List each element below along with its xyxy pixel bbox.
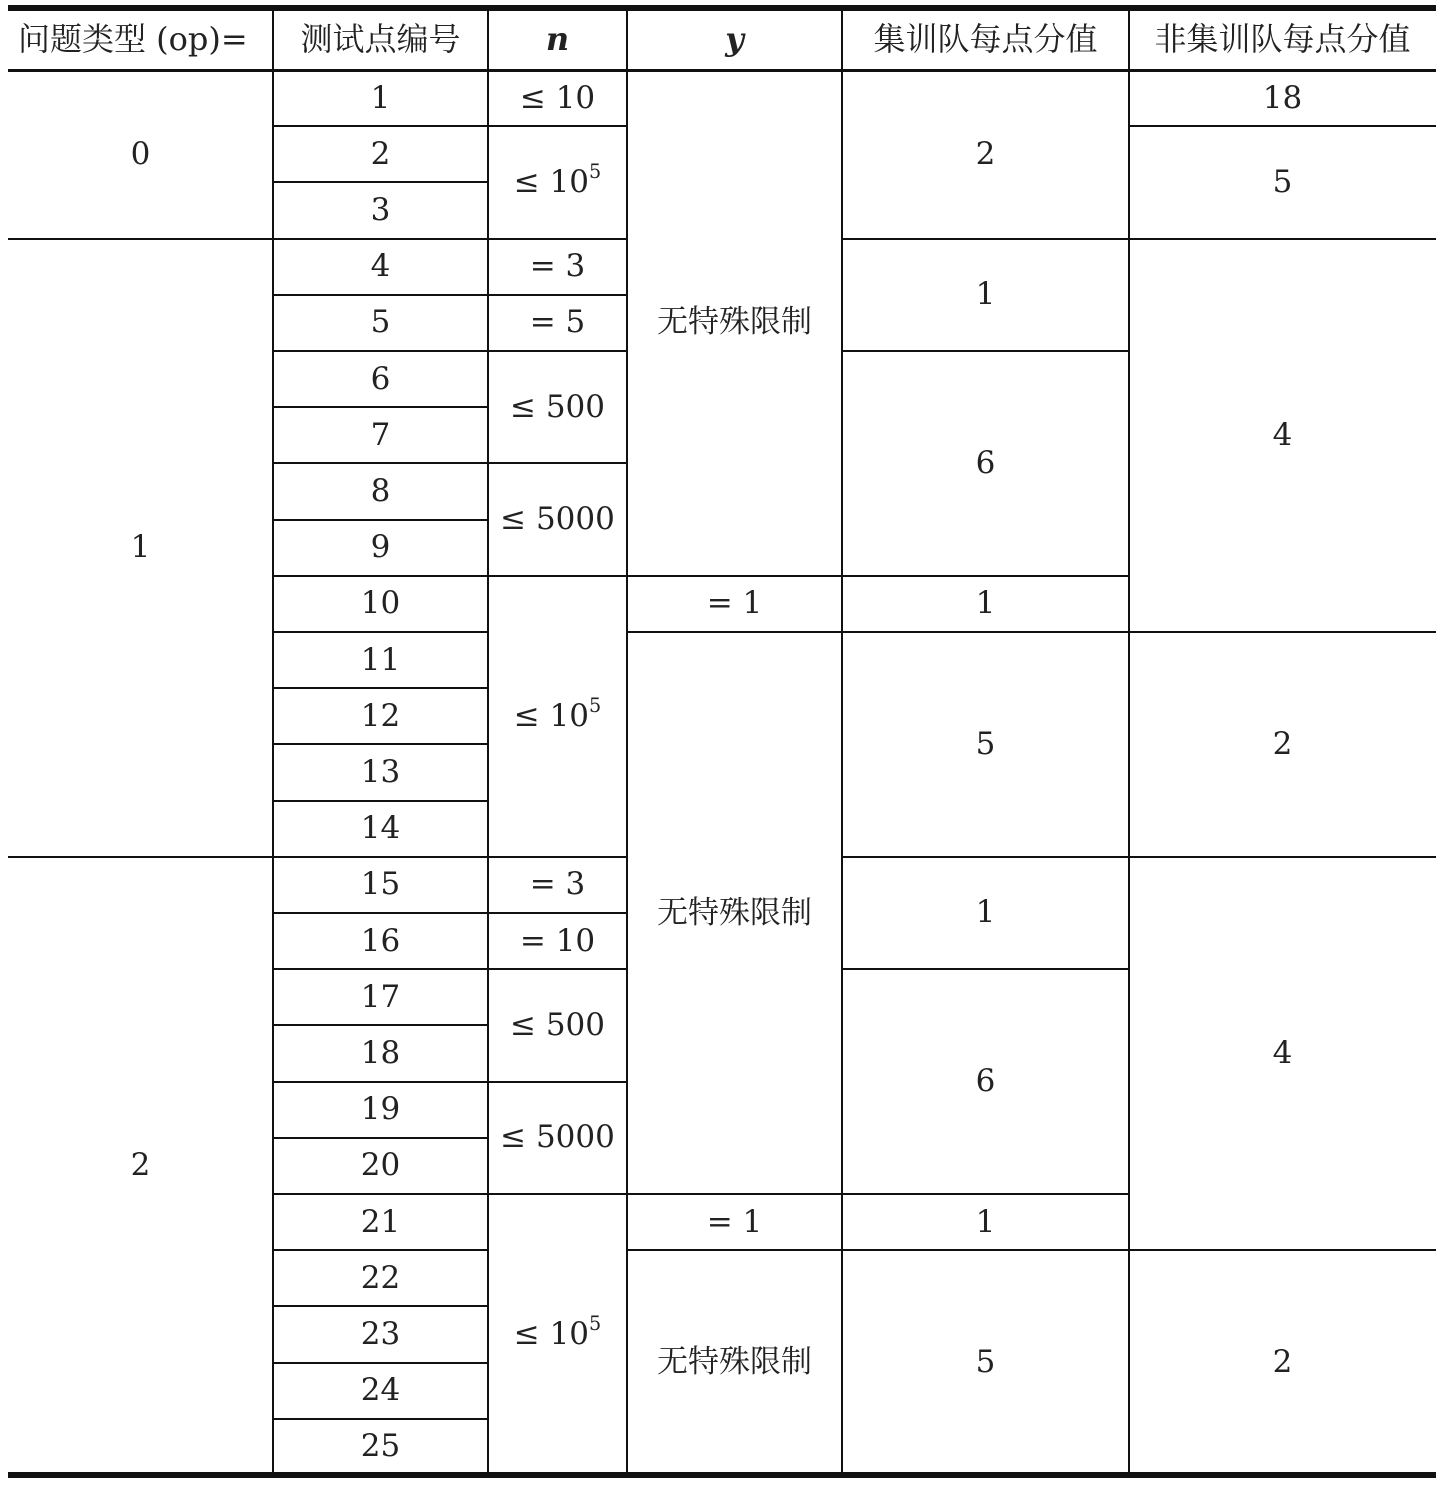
row-divider: [488, 1081, 627, 1083]
column-divider: [1128, 8, 1130, 1475]
y-constraint-cell: [627, 576, 842, 632]
n-constraint-cell: [488, 857, 627, 913]
header-y: y: [725, 20, 744, 58]
exponent: 5: [589, 694, 602, 718]
op-cell: [8, 70, 273, 239]
row-divider: [488, 575, 627, 577]
header-team-score: 集训队每点分值: [873, 20, 1098, 58]
y-constraint-cell: [627, 1250, 842, 1475]
cell-text: 5: [975, 725, 996, 762]
nonteam-score-cell: [1129, 857, 1436, 1250]
row-divider: [273, 1418, 488, 1420]
test-id-cell: 14: [360, 810, 401, 847]
team-score-cell: [842, 239, 1129, 351]
team-score-cell: [842, 857, 1129, 969]
row-divider: [273, 1081, 488, 1083]
test-id-cell: 8: [370, 472, 391, 509]
row-divider: [273, 406, 488, 408]
row-divider: [273, 743, 488, 745]
cell-text: ≤ 10: [513, 163, 590, 200]
test-id-cell: 5: [370, 304, 391, 341]
n-constraint-cell: [488, 969, 627, 1081]
header-test-id: 测试点编号: [300, 20, 461, 58]
row-divider: [8, 238, 273, 240]
cell-text: 2: [1272, 1344, 1293, 1381]
cell-text: 4: [1272, 1034, 1293, 1071]
cell-text: ≤ 500: [510, 1006, 605, 1043]
row-divider: [627, 575, 842, 577]
row-divider: [488, 294, 627, 296]
nonteam-score-cell: [1129, 70, 1436, 126]
row-divider: [842, 856, 1129, 858]
cell-text: 6: [975, 1063, 996, 1100]
row-divider: [273, 575, 488, 577]
test-id-cell: 22: [360, 1259, 401, 1296]
op-cell: [8, 239, 273, 857]
row-divider: [273, 800, 488, 802]
test-id-cell: 2: [370, 135, 391, 172]
team-score-cell: [842, 351, 1129, 576]
nonteam-score-cell: [1129, 632, 1436, 857]
column-divider: [626, 8, 628, 1475]
row-divider: [273, 1362, 488, 1364]
row-divider: [842, 350, 1129, 352]
cell-text: 无特殊限制: [657, 894, 812, 931]
n-constraint-cell: [488, 295, 627, 351]
n-constraint-cell: [488, 126, 627, 238]
row-divider: [273, 912, 488, 914]
cell-text: ≤ 5000: [500, 1119, 615, 1156]
row-divider: [488, 238, 627, 240]
table-top-rule: [8, 5, 1436, 11]
cell-text: 1: [975, 585, 996, 622]
column-divider: [272, 8, 274, 1475]
cell-text: = 10: [519, 922, 596, 959]
row-divider: [842, 631, 1129, 633]
n-constraint-cell: [488, 70, 627, 126]
n-constraint-cell: [488, 463, 627, 575]
test-id-cell: 24: [360, 1372, 401, 1409]
row-divider: [273, 350, 488, 352]
row-divider: [488, 350, 627, 352]
cell-text: 无特殊限制: [657, 1344, 812, 1381]
header-nonteam-score: 非集训队每点分值: [1154, 20, 1411, 58]
test-id-cell: 17: [360, 978, 401, 1015]
row-divider: [488, 462, 627, 464]
test-id-cell: 10: [360, 585, 401, 622]
row-divider: [273, 294, 488, 296]
row-divider: [627, 1249, 842, 1251]
test-id-cell: 4: [370, 248, 391, 285]
cell-text: 无特殊限制: [657, 304, 812, 341]
cell-text: 18: [1262, 79, 1303, 116]
row-divider: [842, 968, 1129, 970]
row-divider: [842, 1193, 1129, 1195]
cell-text: ≤ 500: [510, 388, 605, 425]
cell-text: 2: [130, 1147, 151, 1184]
row-divider: [273, 181, 488, 183]
team-score-cell: [842, 1250, 1129, 1475]
test-id-cell: 12: [360, 697, 401, 734]
cell-text: ≤ 10: [519, 79, 596, 116]
column-divider: [841, 8, 843, 1475]
n-constraint-cell: [488, 576, 627, 857]
row-divider: [273, 1137, 488, 1139]
team-score-cell: [842, 632, 1129, 857]
cell-text: = 1: [706, 585, 763, 622]
test-id-cell: 21: [360, 1203, 401, 1240]
test-id-cell: 15: [360, 866, 401, 903]
cell-text: 1: [975, 894, 996, 931]
y-constraint-cell: [627, 70, 842, 576]
cell-text: 4: [1272, 416, 1293, 453]
n-constraint-cell: [488, 239, 627, 295]
n-constraint-cell: [488, 913, 627, 969]
row-divider: [1129, 1249, 1436, 1251]
row-divider: [627, 1193, 842, 1195]
row-divider: [273, 631, 488, 633]
test-id-cell: 16: [360, 922, 401, 959]
y-constraint-cell: [627, 1194, 842, 1250]
cell-text: 2: [975, 135, 996, 172]
test-id-cell: 7: [370, 416, 391, 453]
cell-text: 1: [975, 1203, 996, 1240]
row-divider: [273, 462, 488, 464]
cell-text: 1: [130, 529, 151, 566]
header-op: 问题类型 (op)=: [18, 20, 248, 58]
n-constraint-cell: [488, 1082, 627, 1194]
table-bottom-rule: [8, 1472, 1436, 1478]
test-id-cell: 11: [360, 641, 401, 678]
cell-text: ≤ 10: [513, 1316, 590, 1352]
cell-text: ≤ 5000: [500, 501, 615, 538]
nonteam-score-cell: [1129, 239, 1436, 632]
test-id-cell: 23: [360, 1315, 401, 1352]
n-constraint-cell: [488, 351, 627, 463]
cell-text: 1: [975, 276, 996, 313]
nonteam-score-cell: [1129, 126, 1436, 238]
row-divider: [488, 125, 627, 127]
row-divider: [1129, 631, 1436, 633]
test-id-cell: 6: [370, 360, 391, 397]
row-divider: [273, 856, 488, 858]
row-divider: [488, 856, 627, 858]
team-score-cell: [842, 969, 1129, 1194]
row-divider: [627, 631, 842, 633]
test-id-cell: 1: [370, 79, 391, 116]
header-rule: [8, 69, 1436, 72]
cell-text: = 1: [706, 1203, 763, 1240]
team-score-cell: [842, 1194, 1129, 1250]
row-divider: [1129, 125, 1436, 127]
test-id-cell: 18: [360, 1034, 401, 1071]
cell-text: 5: [975, 1344, 996, 1381]
row-divider: [273, 1024, 488, 1026]
cell-text: 0: [130, 135, 151, 172]
y-constraint-cell: [627, 632, 842, 1194]
row-divider: [273, 1305, 488, 1307]
cell-text: = 3: [529, 866, 586, 903]
op-cell: [8, 857, 273, 1475]
team-score-cell: [842, 576, 1129, 632]
exponent: 5: [589, 160, 602, 184]
row-divider: [488, 912, 627, 914]
test-id-cell: 3: [370, 191, 391, 228]
row-divider: [842, 238, 1129, 240]
exponent: 5: [589, 1312, 602, 1336]
row-divider: [273, 968, 488, 970]
test-id-cell: 25: [360, 1428, 401, 1465]
row-divider: [1129, 238, 1436, 240]
test-id-cell: 13: [360, 753, 401, 790]
cell-text: ≤ 10: [513, 697, 590, 734]
cell-text: = 3: [529, 248, 586, 285]
cell-text: 6: [975, 444, 996, 481]
n-constraint-cell: [488, 1194, 627, 1475]
test-id-cell: 9: [370, 529, 391, 566]
row-divider: [842, 575, 1129, 577]
row-divider: [488, 1193, 627, 1195]
row-divider: [842, 1249, 1129, 1251]
row-divider: [273, 687, 488, 689]
row-divider: [273, 519, 488, 521]
row-divider: [488, 968, 627, 970]
column-divider: [487, 8, 489, 1475]
row-divider: [273, 125, 488, 127]
team-score-cell: [842, 70, 1129, 239]
row-divider: [273, 1249, 488, 1251]
row-divider: [273, 1193, 488, 1195]
nonteam-score-cell: [1129, 1250, 1436, 1475]
row-divider: [273, 238, 488, 240]
row-divider: [1129, 856, 1436, 858]
row-divider: [8, 856, 273, 858]
header-n: n: [545, 20, 570, 58]
cell-text: = 5: [529, 304, 586, 341]
test-id-cell: 20: [360, 1147, 401, 1184]
test-id-cell: 19: [360, 1091, 401, 1128]
cell-text: 5: [1272, 163, 1293, 200]
cell-text: 2: [1272, 725, 1293, 762]
